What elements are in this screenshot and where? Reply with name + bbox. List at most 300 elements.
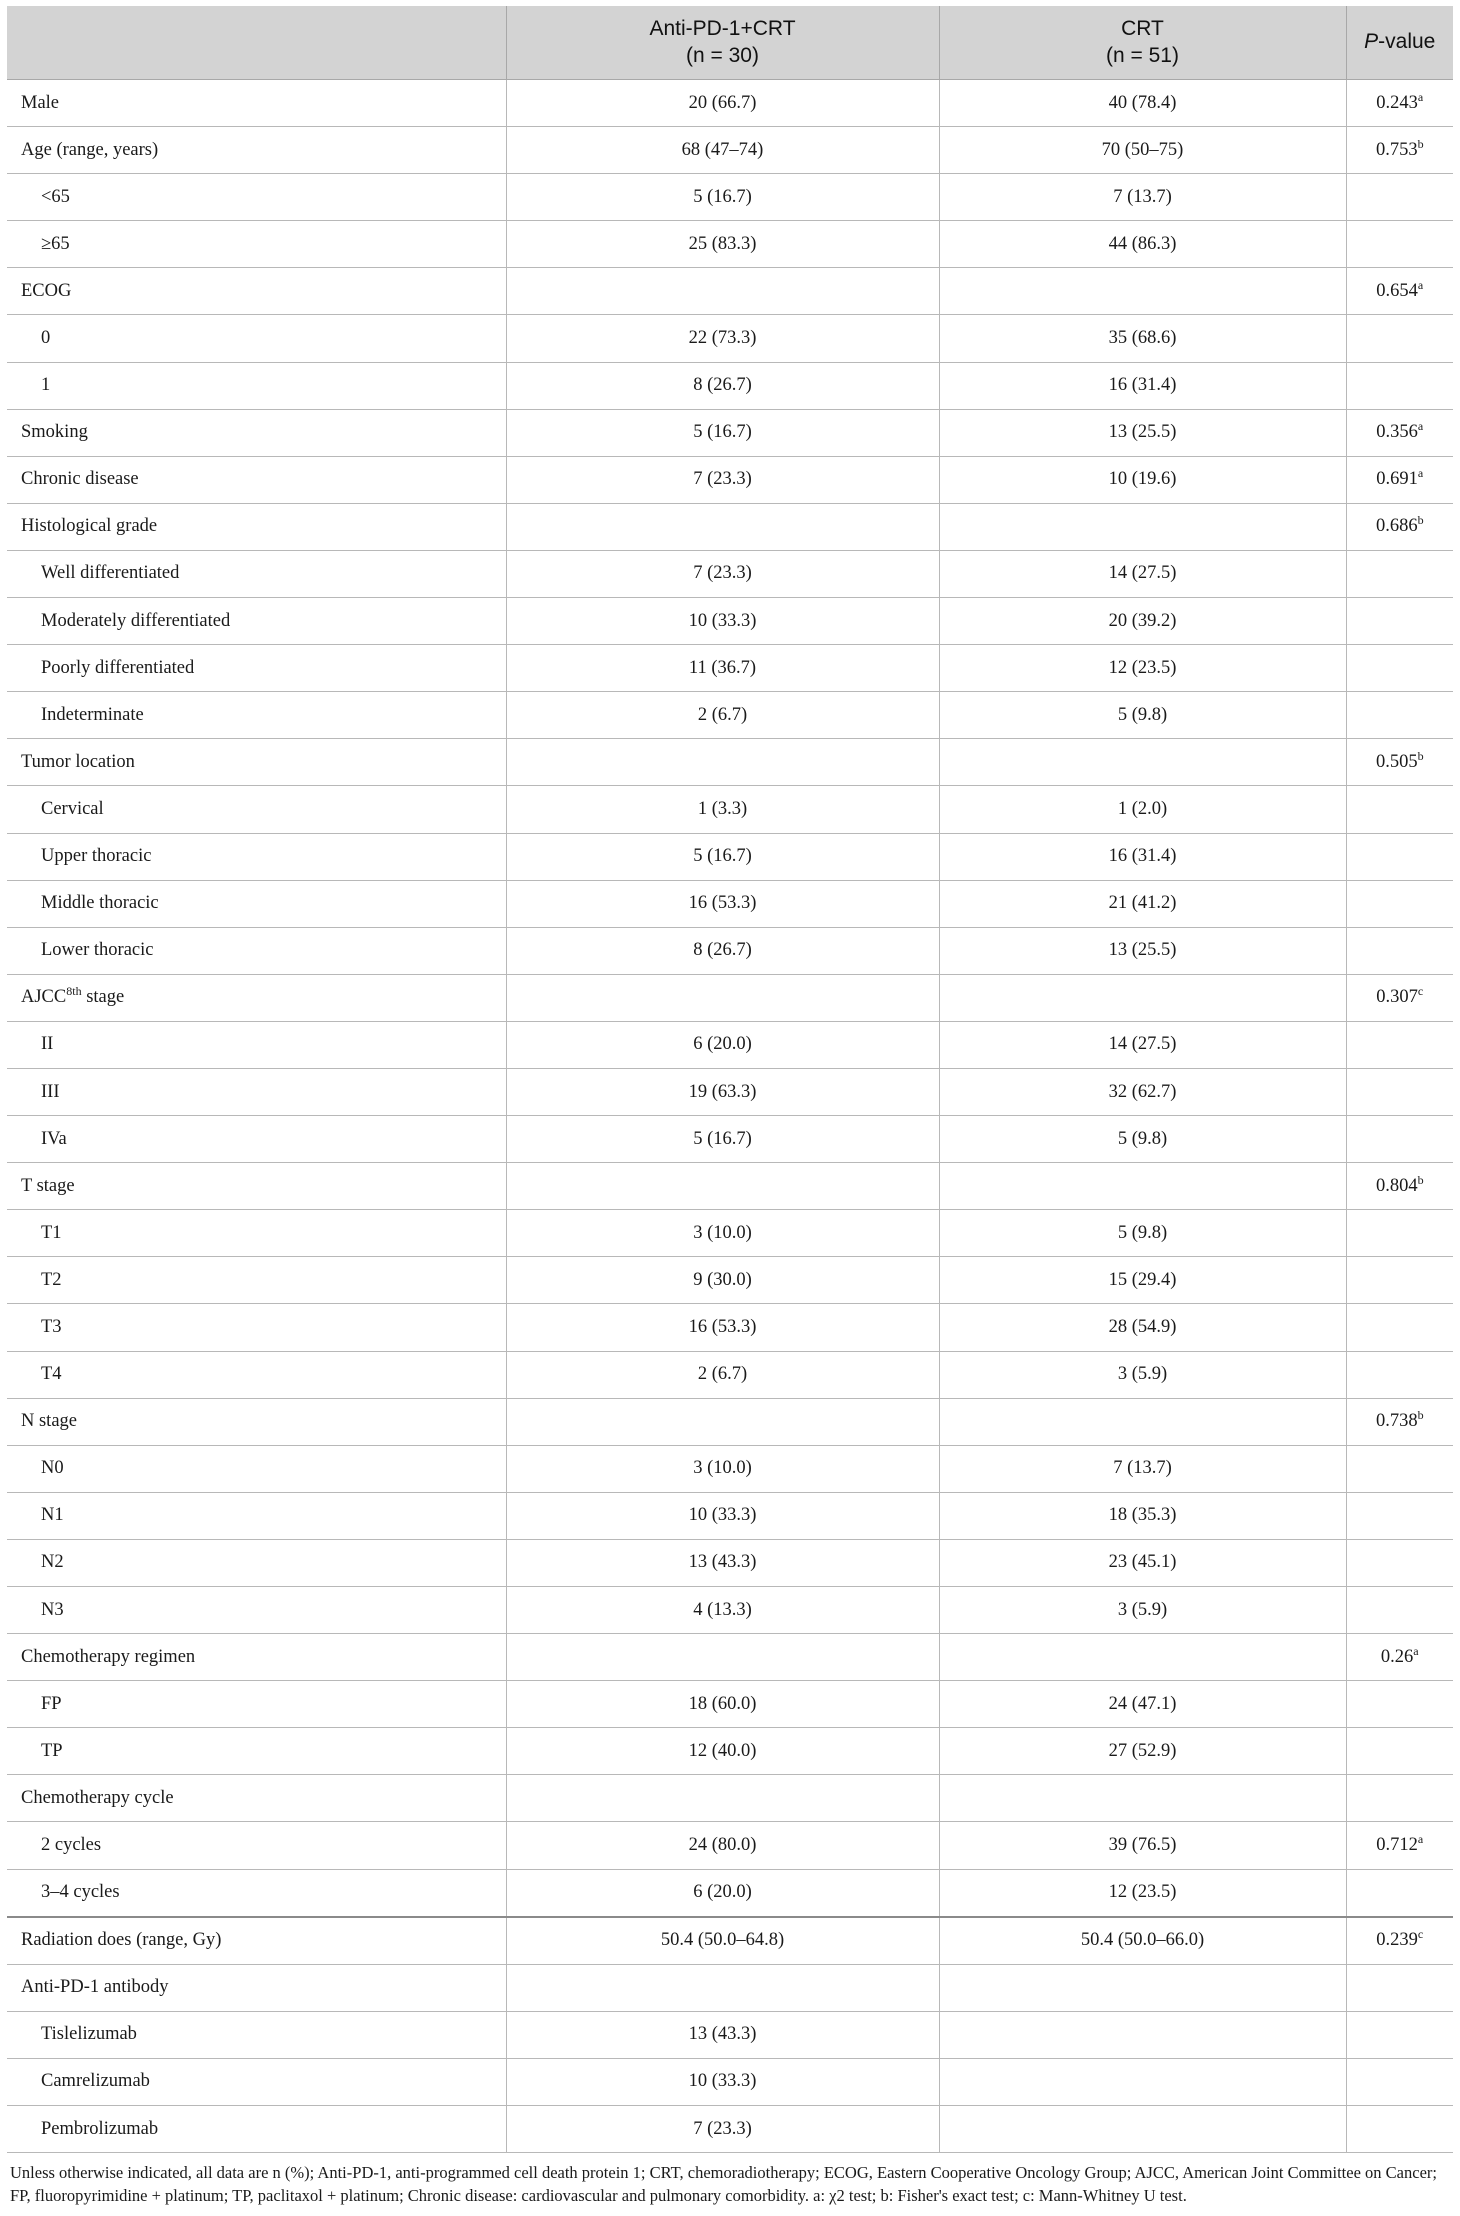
row-label-text: N1 (41, 1505, 64, 1526)
row-label-text: Anti-PD-1 antibody (21, 1977, 169, 1998)
table-row (7, 1021, 1453, 1068)
cell-p-value (1346, 1634, 1453, 1681)
cell-p-value (1346, 833, 1453, 880)
row-label (7, 1869, 506, 1917)
cell-anti-pd1-crt: 68 (47–74) (506, 127, 939, 174)
header-p-italic: P (1364, 30, 1379, 54)
cell-p-value (1346, 739, 1453, 786)
row-label-text: Chemotherapy regimen (21, 1646, 196, 1667)
row-label-text: Lower thoracic (41, 940, 154, 961)
row-label (7, 2106, 506, 2153)
p-value-text: 0.26 (1380, 1646, 1414, 1667)
cell-anti-pd1-crt (506, 1775, 939, 1822)
row-label (7, 1917, 506, 1965)
table-row (7, 1257, 1453, 1304)
table-row (7, 409, 1453, 456)
table-row (7, 127, 1453, 174)
cell-crt: 40 (78.4) (939, 80, 1346, 127)
table-row (7, 362, 1453, 409)
cell-anti-pd1-crt: 16 (53.3) (506, 880, 939, 927)
table-container (7, 6, 1453, 2207)
p-value-text: 0.654 (1376, 280, 1418, 301)
row-label (7, 2011, 506, 2058)
row-label-text: Cervical (41, 798, 104, 819)
table-row (7, 503, 1453, 550)
row-label-text: IVa (41, 1128, 67, 1149)
row-label-text: FP (41, 1693, 62, 1714)
cell-anti-pd1-crt: 2 (6.7) (506, 692, 939, 739)
cell-p-value (1346, 1116, 1453, 1163)
row-label (7, 974, 506, 1021)
table-row (7, 1068, 1453, 1115)
cell-anti-pd1-crt: 7 (23.3) (506, 550, 939, 597)
cell-p-value (1346, 1539, 1453, 1586)
header-anti-pd1-crt (506, 6, 939, 80)
row-label-text: Histological grade (21, 516, 158, 537)
cell-crt: 13 (25.5) (939, 927, 1346, 974)
cell-crt: 7 (13.7) (939, 1445, 1346, 1492)
row-label (7, 1163, 506, 1210)
cell-crt (939, 2106, 1346, 2153)
cell-crt: 14 (27.5) (939, 1021, 1346, 1068)
table-row (7, 692, 1453, 739)
row-label-text: T4 (41, 1364, 62, 1385)
row-label-text: Middle thoracic (41, 893, 159, 914)
cell-p-value (1346, 1681, 1453, 1728)
cell-crt: 3 (5.9) (939, 1587, 1346, 1634)
header-crt-title: CRT (1121, 17, 1164, 41)
table-row (7, 1917, 1453, 1965)
cell-p-value (1346, 1068, 1453, 1115)
p-value-test-marker: a (1417, 277, 1424, 292)
row-label (7, 1021, 506, 1068)
row-label-text: TP (41, 1740, 63, 1761)
cell-anti-pd1-crt: 5 (16.7) (506, 174, 939, 221)
cell-crt: 20 (39.2) (939, 598, 1346, 645)
row-label (7, 174, 506, 221)
cell-p-value (1346, 409, 1453, 456)
cell-crt: 5 (9.8) (939, 1210, 1346, 1257)
cell-anti-pd1-crt: 6 (20.0) (506, 1021, 939, 1068)
table-row (7, 880, 1453, 927)
cell-p-value (1346, 1351, 1453, 1398)
table-row (7, 1964, 1453, 2011)
row-label (7, 127, 506, 174)
row-label (7, 645, 506, 692)
cell-p-value (1346, 268, 1453, 315)
row-label (7, 1775, 506, 1822)
cell-p-value (1346, 174, 1453, 221)
cell-crt: 7 (13.7) (939, 174, 1346, 221)
table-row (7, 833, 1453, 880)
row-label-text: Indeterminate (41, 704, 144, 725)
cell-anti-pd1-crt (506, 1163, 939, 1210)
cell-p-value (1346, 456, 1453, 503)
row-label (7, 1445, 506, 1492)
cell-crt: 5 (9.8) (939, 1116, 1346, 1163)
row-label-text: Moderately differentiated (41, 610, 231, 631)
cell-p-value (1346, 1775, 1453, 1822)
row-label (7, 1634, 506, 1681)
table-row (7, 645, 1453, 692)
cell-p-value (1346, 80, 1453, 127)
row-label (7, 1304, 506, 1351)
cell-crt (939, 1964, 1346, 2011)
row-label-text: 0 (41, 328, 51, 349)
cell-anti-pd1-crt: 16 (53.3) (506, 1304, 939, 1351)
cell-p-value (1346, 1021, 1453, 1068)
table-row (7, 786, 1453, 833)
cell-anti-pd1-crt: 25 (83.3) (506, 221, 939, 268)
header-crt (939, 6, 1346, 80)
row-label (7, 1728, 506, 1775)
row-label-text: Radiation does (range, Gy) (21, 1930, 222, 1951)
row-label-text: Smoking (21, 422, 88, 443)
row-label-text: N3 (41, 1599, 64, 1620)
cell-crt: 23 (45.1) (939, 1539, 1346, 1586)
row-label-text: Camrelizumab (41, 2071, 150, 2092)
cell-p-value (1346, 1822, 1453, 1869)
table-row (7, 1587, 1453, 1634)
row-label (7, 739, 506, 786)
row-label (7, 1587, 506, 1634)
p-value-text: 0.712 (1376, 1835, 1418, 1856)
cell-crt (939, 1398, 1346, 1445)
cell-p-value (1346, 692, 1453, 739)
row-label-text: 1 (41, 375, 51, 396)
row-label-text: T stage (21, 1175, 75, 1196)
cell-p-value (1346, 1964, 1453, 2011)
table-header-row (7, 6, 1453, 80)
row-label (7, 880, 506, 927)
cell-anti-pd1-crt: 5 (16.7) (506, 833, 939, 880)
cell-p-value (1346, 2058, 1453, 2105)
row-label (7, 503, 506, 550)
p-value-text: 0.686 (1375, 516, 1418, 537)
cell-anti-pd1-crt: 6 (20.0) (506, 1869, 939, 1917)
cell-crt: 21 (41.2) (939, 880, 1346, 927)
row-label-text: ≥65 (41, 233, 70, 254)
row-label-text: Age (range, years) (21, 139, 159, 160)
cell-crt: 16 (31.4) (939, 833, 1346, 880)
cell-p-value (1346, 1445, 1453, 1492)
cell-crt: 24 (47.1) (939, 1681, 1346, 1728)
p-value-test-marker: c (1417, 984, 1424, 999)
cell-crt: 13 (25.5) (939, 409, 1346, 456)
cell-crt: 39 (76.5) (939, 1822, 1346, 1869)
cell-p-value (1346, 598, 1453, 645)
cell-anti-pd1-crt (506, 974, 939, 1021)
cell-crt: 12 (23.5) (939, 1869, 1346, 1917)
p-value-test-marker: b (1417, 748, 1424, 763)
cell-p-value (1346, 1917, 1453, 1965)
cell-crt: 1 (2.0) (939, 786, 1346, 833)
cell-crt: 50.4 (50.0–66.0) (939, 1917, 1346, 1965)
table-row (7, 1116, 1453, 1163)
cell-crt: 70 (50–75) (939, 127, 1346, 174)
row-label-text: Chemotherapy cycle (21, 1787, 174, 1808)
row-label (7, 1398, 506, 1445)
cell-anti-pd1-crt: 13 (43.3) (506, 1539, 939, 1586)
cell-anti-pd1-crt: 9 (30.0) (506, 1257, 939, 1304)
row-label (7, 1210, 506, 1257)
cell-p-value (1346, 1728, 1453, 1775)
row-label (7, 456, 506, 503)
cell-anti-pd1-crt: 7 (23.3) (506, 2106, 939, 2153)
row-label-text: Chronic disease (21, 469, 139, 490)
p-value-test-marker: a (1417, 89, 1424, 104)
cell-crt (939, 2011, 1346, 2058)
row-label (7, 315, 506, 362)
row-label (7, 1539, 506, 1586)
header-anti-pd1-crt-n: (n = 30) (686, 43, 759, 67)
cell-p-value (1346, 127, 1453, 174)
p-value-text: 0.307 (1376, 987, 1418, 1008)
table-row (7, 550, 1453, 597)
table-row (7, 221, 1453, 268)
cell-p-value (1346, 1163, 1453, 1210)
cell-crt: 28 (54.9) (939, 1304, 1346, 1351)
row-label-text: 3–4 cycles (41, 1882, 120, 1903)
row-label-text: N2 (41, 1552, 64, 1573)
cell-anti-pd1-crt: 10 (33.3) (506, 1492, 939, 1539)
cell-crt: 12 (23.5) (939, 645, 1346, 692)
cell-p-value (1346, 1304, 1453, 1351)
row-label-text: N0 (41, 1458, 64, 1479)
header-empty-cell (7, 6, 506, 80)
cell-crt: 10 (19.6) (939, 456, 1346, 503)
row-label (7, 692, 506, 739)
p-value-test-marker: b (1417, 1408, 1424, 1423)
p-value-text: 0.804 (1375, 1175, 1418, 1196)
table-row (7, 268, 1453, 315)
cell-anti-pd1-crt: 24 (80.0) (506, 1822, 939, 1869)
table-row (7, 1445, 1453, 1492)
cell-p-value (1346, 221, 1453, 268)
cell-p-value (1346, 315, 1453, 362)
table-row (7, 1775, 1453, 1822)
cell-crt (939, 1634, 1346, 1681)
row-label-text: AJCC (21, 987, 67, 1008)
p-value-test-marker: a (1417, 466, 1424, 481)
cell-anti-pd1-crt: 13 (43.3) (506, 2011, 939, 2058)
row-label (7, 1116, 506, 1163)
cell-crt (939, 268, 1346, 315)
cell-p-value (1346, 1210, 1453, 1257)
table-footnote: Unless otherwise indicated, all data are n (%); Anti-PD-1, anti-programmed cell death protein 1; CRT, chemoradiotherapy; ECOG, Eastern Cooperative Oncology Group; AJCC, American Joint Committee on Cancer; FP, fluoropyrimidine + platinum; TP, paclitaxol + platinum; Chronic disease: cardiovascular and pulmonary comorbidity. a: χ2 test; b: Fisher's exact test; c: Mann-Whitney U test. (10, 2163, 1437, 2206)
cell-anti-pd1-crt (506, 503, 939, 550)
cell-anti-pd1-crt: 5 (16.7) (506, 409, 939, 456)
header-crt-n: (n = 51) (1106, 43, 1179, 67)
cell-anti-pd1-crt: 20 (66.7) (506, 80, 939, 127)
cell-crt: 32 (62.7) (939, 1068, 1346, 1115)
p-value-test-marker: b (1417, 136, 1424, 151)
cell-crt (939, 503, 1346, 550)
row-label (7, 409, 506, 456)
cell-p-value (1346, 786, 1453, 833)
row-label-text: III (41, 1081, 60, 1102)
row-label-text: T3 (41, 1316, 62, 1337)
cell-p-value (1346, 880, 1453, 927)
cell-crt: 15 (29.4) (939, 1257, 1346, 1304)
row-label (7, 1068, 506, 1115)
cell-crt: 16 (31.4) (939, 362, 1346, 409)
cell-p-value (1346, 503, 1453, 550)
row-label-text: <65 (41, 186, 70, 207)
table-body (7, 80, 1453, 2153)
p-value-text: 0.239 (1376, 1930, 1418, 1951)
cell-p-value (1346, 2011, 1453, 2058)
table-row (7, 1634, 1453, 1681)
row-label-text: Upper thoracic (41, 846, 152, 867)
cell-anti-pd1-crt: 50.4 (50.0–64.8) (506, 1917, 939, 1965)
cell-anti-pd1-crt: 7 (23.3) (506, 456, 939, 503)
p-value-text: 0.243 (1376, 92, 1418, 113)
cell-crt: 35 (68.6) (939, 315, 1346, 362)
row-label-text: Well differentiated (41, 563, 180, 584)
cell-anti-pd1-crt: 4 (13.3) (506, 1587, 939, 1634)
cell-anti-pd1-crt: 8 (26.7) (506, 362, 939, 409)
table-row (7, 456, 1453, 503)
cell-crt: 18 (35.3) (939, 1492, 1346, 1539)
header-p-value (1346, 6, 1453, 80)
cell-anti-pd1-crt: 10 (33.3) (506, 2058, 939, 2105)
p-value-test-marker: a (1413, 1643, 1419, 1658)
table-row (7, 80, 1453, 127)
row-label (7, 2058, 506, 2105)
table-row (7, 1539, 1453, 1586)
cell-crt: 14 (27.5) (939, 550, 1346, 597)
row-label-text: II (41, 1034, 54, 1055)
cell-p-value (1346, 1257, 1453, 1304)
row-label (7, 786, 506, 833)
row-label-text: ECOG (21, 280, 72, 301)
row-label-text: Poorly differentiated (41, 657, 195, 678)
p-value-test-marker: a (1417, 419, 1424, 434)
table-row (7, 2058, 1453, 2105)
table-row (7, 315, 1453, 362)
table-row (7, 1304, 1453, 1351)
row-label (7, 550, 506, 597)
cell-crt (939, 974, 1346, 1021)
table-row (7, 598, 1453, 645)
cell-crt (939, 1775, 1346, 1822)
row-label (7, 1257, 506, 1304)
cell-p-value (1346, 2106, 1453, 2153)
p-value-test-marker: b (1417, 1172, 1424, 1187)
row-label (7, 80, 506, 127)
cell-anti-pd1-crt: 3 (10.0) (506, 1445, 939, 1492)
row-label (7, 1822, 506, 1869)
table-row (7, 2011, 1453, 2058)
table-row (7, 1210, 1453, 1257)
cell-crt: 5 (9.8) (939, 692, 1346, 739)
cell-anti-pd1-crt: 12 (40.0) (506, 1728, 939, 1775)
cell-anti-pd1-crt (506, 1398, 939, 1445)
row-label (7, 598, 506, 645)
header-p-rest: -value (1378, 30, 1436, 54)
row-label-text: Tumor location (21, 751, 135, 772)
p-value-text: 0.356 (1376, 422, 1418, 443)
p-value-text: 0.738 (1375, 1411, 1418, 1432)
cell-anti-pd1-crt: 1 (3.3) (506, 786, 939, 833)
row-label (7, 1492, 506, 1539)
table-row (7, 1869, 1453, 1917)
cell-anti-pd1-crt: 8 (26.7) (506, 927, 939, 974)
row-label-text: N stage (21, 1411, 77, 1432)
cell-p-value (1346, 1869, 1453, 1917)
cell-anti-pd1-crt (506, 1964, 939, 2011)
p-value-text: 0.753 (1375, 139, 1418, 160)
row-label-text: Tislelizumab (41, 2024, 137, 2045)
cell-p-value (1346, 1492, 1453, 1539)
table-row (7, 1728, 1453, 1775)
row-label (7, 1351, 506, 1398)
row-label (7, 268, 506, 315)
row-label-suffix: stage (81, 987, 125, 1008)
cell-crt (939, 2058, 1346, 2105)
cell-anti-pd1-crt: 22 (73.3) (506, 315, 939, 362)
cell-anti-pd1-crt: 19 (63.3) (506, 1068, 939, 1115)
row-label-text: 2 cycles (41, 1835, 102, 1856)
row-label-text: T2 (41, 1269, 62, 1290)
cell-anti-pd1-crt: 5 (16.7) (506, 1116, 939, 1163)
cell-anti-pd1-crt: 3 (10.0) (506, 1210, 939, 1257)
p-value-text: 0.691 (1376, 469, 1418, 490)
row-label (7, 221, 506, 268)
p-value-test-marker: a (1417, 1832, 1424, 1847)
p-value-text: 0.505 (1375, 751, 1418, 772)
row-label (7, 833, 506, 880)
cell-anti-pd1-crt (506, 739, 939, 786)
cell-p-value (1346, 1587, 1453, 1634)
cell-crt: 44 (86.3) (939, 221, 1346, 268)
cell-p-value (1346, 645, 1453, 692)
baseline-characteristics-table (7, 6, 1453, 2153)
cell-crt (939, 739, 1346, 786)
table-row (7, 927, 1453, 974)
row-label-text: Pembrolizumab (41, 2118, 159, 2139)
row-label (7, 1681, 506, 1728)
table-row (7, 1822, 1453, 1869)
cell-anti-pd1-crt: 11 (36.7) (506, 645, 939, 692)
row-label (7, 1964, 506, 2011)
row-label-text: Male (21, 92, 60, 113)
cell-anti-pd1-crt: 2 (6.7) (506, 1351, 939, 1398)
table-row (7, 974, 1453, 1021)
cell-p-value (1346, 1398, 1453, 1445)
table-row (7, 1398, 1453, 1445)
table-row (7, 174, 1453, 221)
table-row (7, 739, 1453, 786)
cell-crt: 3 (5.9) (939, 1351, 1346, 1398)
cell-anti-pd1-crt: 18 (60.0) (506, 1681, 939, 1728)
cell-anti-pd1-crt (506, 268, 939, 315)
row-label (7, 927, 506, 974)
p-value-test-marker: b (1417, 513, 1424, 528)
cell-p-value (1346, 927, 1453, 974)
p-value-test-marker: c (1417, 1927, 1424, 1942)
cell-crt (939, 1163, 1346, 1210)
table-row (7, 1681, 1453, 1728)
header-anti-pd1-crt-title: Anti-PD-1+CRT (649, 17, 796, 41)
cell-p-value (1346, 550, 1453, 597)
table-row (7, 1492, 1453, 1539)
cell-crt: 27 (52.9) (939, 1728, 1346, 1775)
row-label-text: T1 (41, 1222, 62, 1243)
cell-p-value (1346, 362, 1453, 409)
cell-anti-pd1-crt: 10 (33.3) (506, 598, 939, 645)
